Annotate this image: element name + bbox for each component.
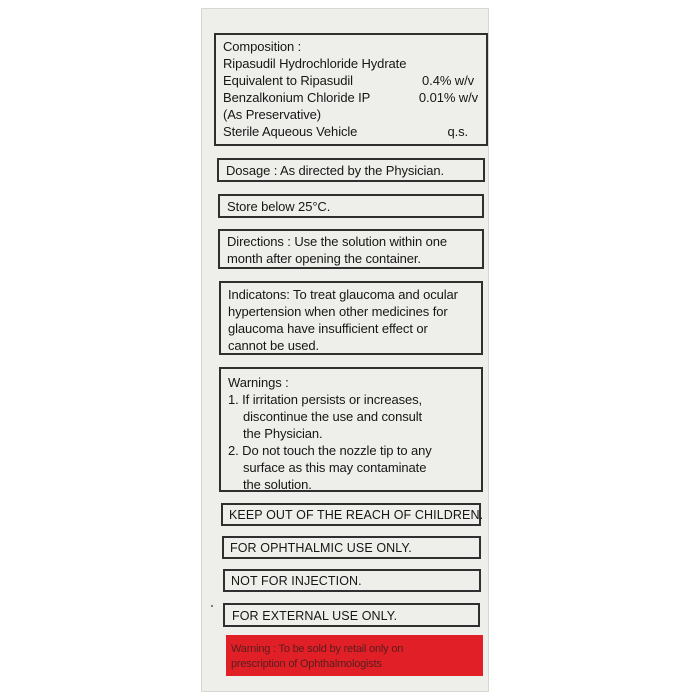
indications-line: glaucoma have insufficient effect or [228,321,428,336]
directions-box [218,229,484,269]
directions-line: Directions : Use the solution within one [227,234,448,249]
warnings-item: 1. If irritation persists or increases, [228,392,423,407]
warnings-box [219,367,483,492]
notice-injection-box [223,569,481,592]
sale-warning-line: Warning : To be sold by retail only on [231,643,404,655]
sale-warning-line: prescription of Ophthalmologists [231,658,382,670]
composition-amount: 0.4% w/v [422,73,474,88]
notice-external-box [223,603,480,627]
storage-text: Store below 25°C. [227,199,331,214]
composition-row [223,123,478,140]
warnings-item: the solution. [243,477,312,492]
composition-row [223,89,478,106]
warnings-heading: Warnings : [228,375,289,390]
warnings-item: the Physician. [243,426,323,441]
sale-warning-box [226,635,483,676]
composition-label: Equivalent to Ripasudil [223,73,353,88]
print-speck [211,605,213,607]
dosage-text: Dosage : As directed by the Physician. [226,163,445,178]
directions-line: month after opening the container. [227,251,421,266]
composition-row [223,106,478,123]
notice-injection: NOT FOR INJECTION. [231,574,362,588]
composition-amount: 0.01% w/v [418,90,478,105]
indications-line: cannot be used. [228,338,320,353]
composition-heading: Composition : [223,39,302,54]
warnings-item: 2. Do not touch the nozzle tip to any [228,443,432,458]
composition-ingredient: Ripasudil Hydrochloride Hydrate [223,56,407,71]
composition-box [214,33,488,146]
indications-box [219,281,483,355]
notice-children: KEEP OUT OF THE REACH OF CHILDREN. [229,508,484,522]
indications-line: hypertension when other medicines for [228,304,448,319]
indications-line: Indicatons: To treat glaucoma and ocular [228,287,458,302]
composition-label: (As Preservative) [223,107,321,122]
dosage-box [217,158,485,182]
composition-row [223,72,478,89]
storage-box [218,194,484,218]
notice-children-box [221,503,484,526]
warnings-item: discontinue the use and consult [243,409,423,424]
notice-ophthalmic: FOR OPHTHALMIC USE ONLY. [230,541,412,555]
composition-amount: q.s. [447,124,468,139]
warnings-item: surface as this may contaminate [243,460,427,475]
composition-label: Sterile Aqueous Vehicle [223,124,358,139]
composition-label: Benzalkonium Chloride IP [223,90,371,105]
notice-ophthalmic-box [222,536,481,559]
notice-external: FOR EXTERNAL USE ONLY. [232,609,398,623]
